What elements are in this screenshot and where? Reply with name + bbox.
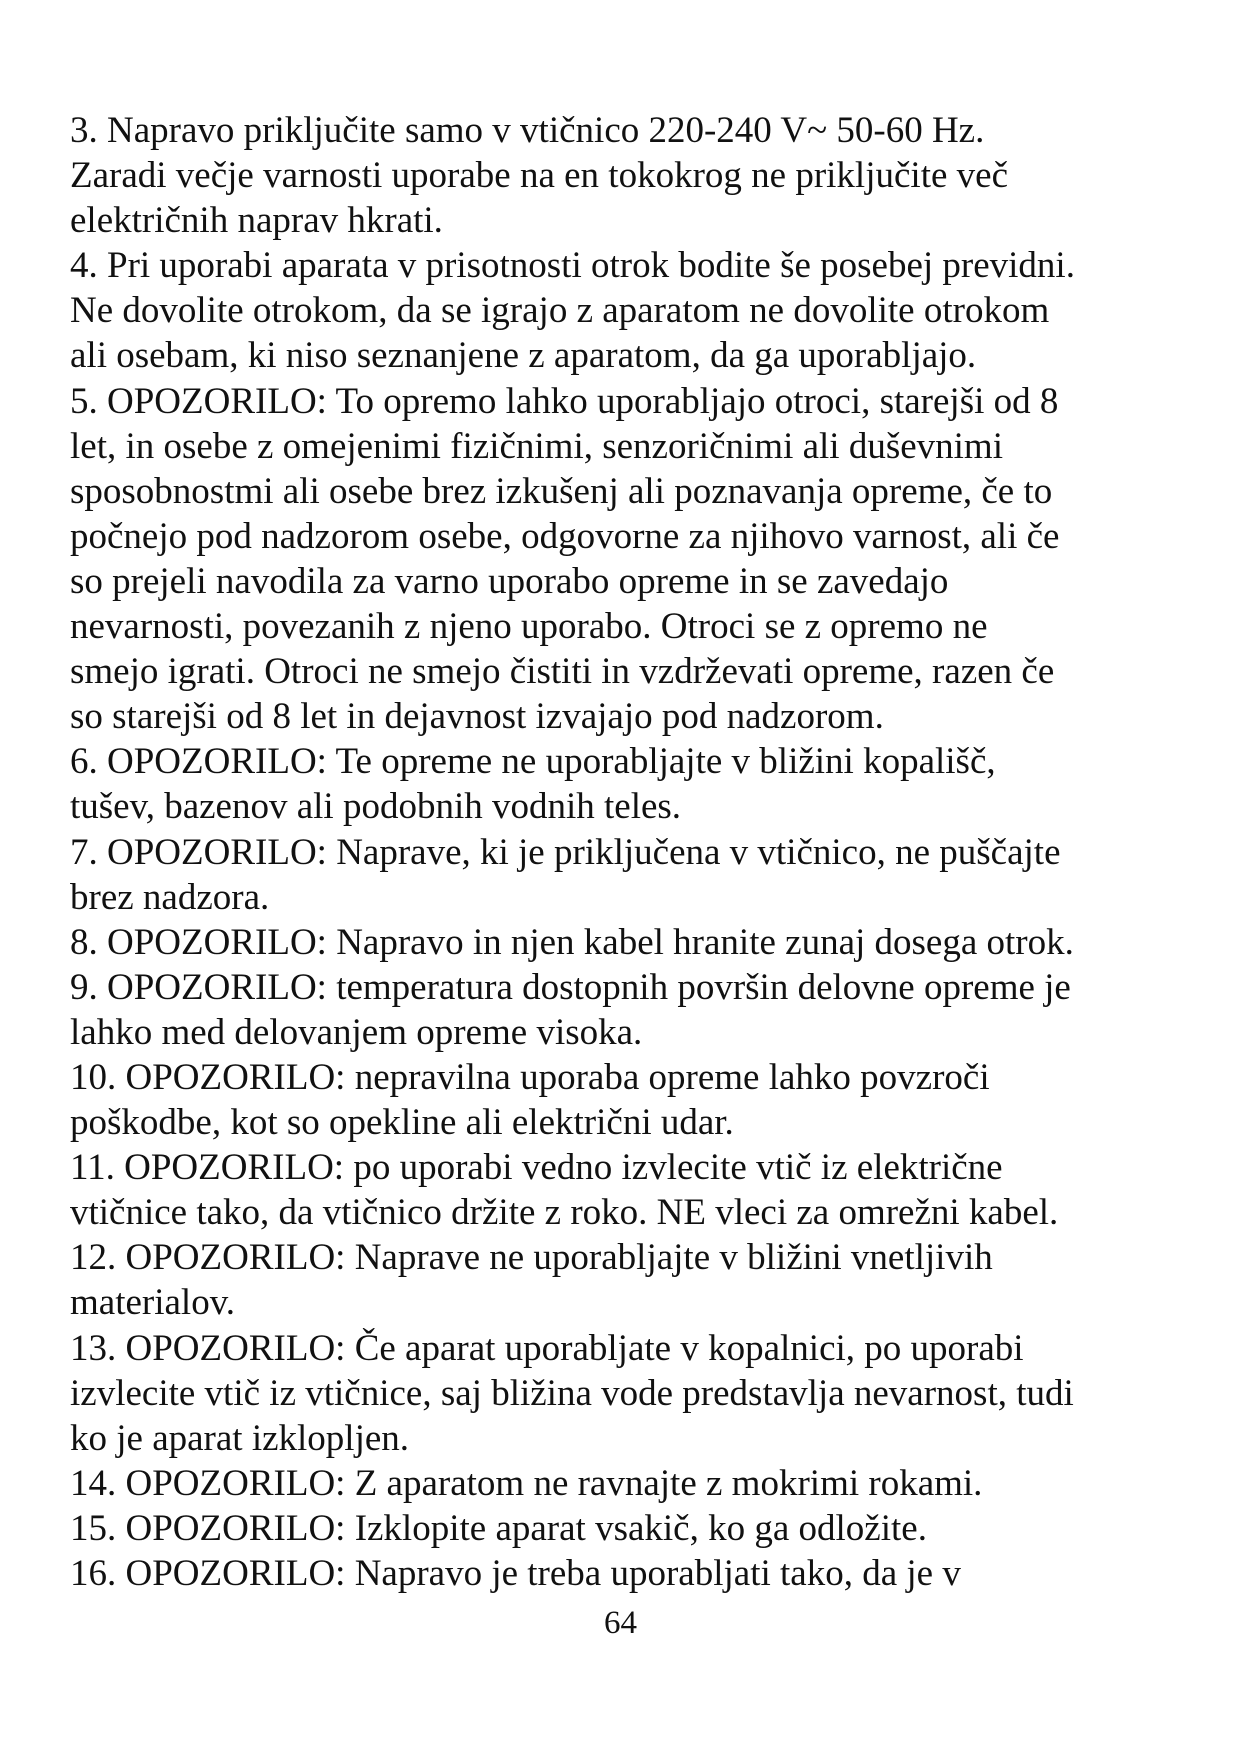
text-line: 14. OPOZORILO: Z aparatom ne ravnajte z mokrimi rokami. — [70, 1462, 983, 1504]
list-item — [70, 1506, 1150, 1551]
page-number: 64 — [604, 1605, 637, 1641]
text-line: brez nadzora. — [70, 876, 270, 918]
text-line: let, in osebe z omejenimi fizičnimi, senzoričnimi ali duševnimi — [70, 425, 1003, 467]
text-line: lahko med delovanjem opreme visoka. — [70, 1011, 643, 1053]
text-line: so prejeli navodila za varno uporabo opreme in se zavedajo — [70, 560, 949, 602]
text-line: 9. OPOZORILO: temperatura dostopnih površin delovne opreme je — [70, 966, 1071, 1008]
text-line: električnih naprav hkrati. — [70, 200, 443, 242]
text-line: vtičnice tako, da vtičnico držite z roko. NE vleci za omrežni kabel. — [70, 1192, 1059, 1234]
text-line: Ne dovolite otrokom, da se igrajo z aparatom ne dovolite otrokom — [70, 290, 1050, 332]
text-line: 5. OPOZORILO: To opremo lahko uporabljajo otroci, starejši od 8 — [70, 380, 1059, 422]
text-line: Zaradi večje varnosti uporabe na en tokokrog ne priključite več — [70, 155, 1008, 197]
text-line: materialov. — [70, 1282, 236, 1324]
page-body — [70, 108, 1150, 1596]
list-item — [70, 1145, 1150, 1235]
text-line: počnejo pod nadzorom osebe, odgovorne za njihovo varnost, ali če — [70, 515, 1060, 557]
list-item — [70, 920, 1150, 965]
text-line: 7. OPOZORILO: Naprave, ki je priključena v vtičnico, ne puščajte — [70, 831, 1061, 873]
text-line: 10. OPOZORILO: nepravilna uporaba opreme lahko povzroči — [70, 1056, 990, 1098]
text-line: ko je aparat izklopljen. — [70, 1417, 410, 1459]
text-line: nevarnosti, povezanih z njeno uporabo. Otroci se z opremo ne — [70, 606, 988, 648]
text-line: 8. OPOZORILO: Napravo in njen kabel hranite zunaj dosega otrok. — [70, 921, 1074, 963]
list-item — [70, 243, 1150, 378]
list-item — [70, 1461, 1150, 1506]
text-line: 4. Pri uporabi aparata v prisotnosti otrok bodite še posebej previdni. — [70, 245, 1075, 287]
text-line: 3. Napravo priključite samo v vtičnico 220-240 V~ 50-60 Hz. — [70, 110, 985, 151]
list-item — [70, 1551, 1150, 1596]
list-item — [70, 379, 1150, 740]
text-line: 13. OPOZORILO: Če aparat uporabljate v kopalnici, po uporabi — [70, 1327, 1024, 1369]
list-item — [70, 739, 1150, 829]
text-line: so starejši od 8 let in dejavnost izvajajo pod nadzorom. — [70, 696, 884, 738]
text-line: 16. OPOZORILO: Napravo je treba uporabljati tako, da je v — [70, 1553, 961, 1594]
text-line: sposobnostmi ali osebe brez izkušenj ali poznavanja opreme, če to — [70, 470, 1053, 512]
list-item — [70, 108, 1150, 243]
list-item — [70, 830, 1150, 920]
text-line: smejo igrati. Otroci ne smejo čistiti in vzdrževati opreme, razen če — [70, 651, 1055, 693]
text-line: tušev, bazenov ali podobnih vodnih teles. — [70, 786, 682, 828]
text-line: izvlecite vtič iz vtičnice, saj bližina vode predstavlja nevarnost, tudi — [70, 1372, 1074, 1414]
list-item — [70, 1326, 1150, 1461]
text-line: 15. OPOZORILO: Izklopite aparat vsakič, ko ga odložite. — [70, 1507, 927, 1549]
list-item — [70, 1235, 1150, 1325]
text-line: ali osebam, ki niso seznanjene z aparatom, da ga uporabljajo. — [70, 335, 977, 377]
text-line: 11. OPOZORILO: po uporabi vedno izvlecite vtič iz električne — [70, 1147, 1003, 1189]
text-line: poškodbe, kot so opekline ali električni udar. — [70, 1102, 734, 1144]
text-line: 6. OPOZORILO: Te opreme ne uporabljajte v bližini kopališč, — [70, 741, 996, 783]
text-line: 12. OPOZORILO: Naprave ne uporabljajte v bližini vnetljivih — [70, 1237, 993, 1279]
list-item — [70, 1055, 1150, 1145]
list-item — [70, 965, 1150, 1055]
